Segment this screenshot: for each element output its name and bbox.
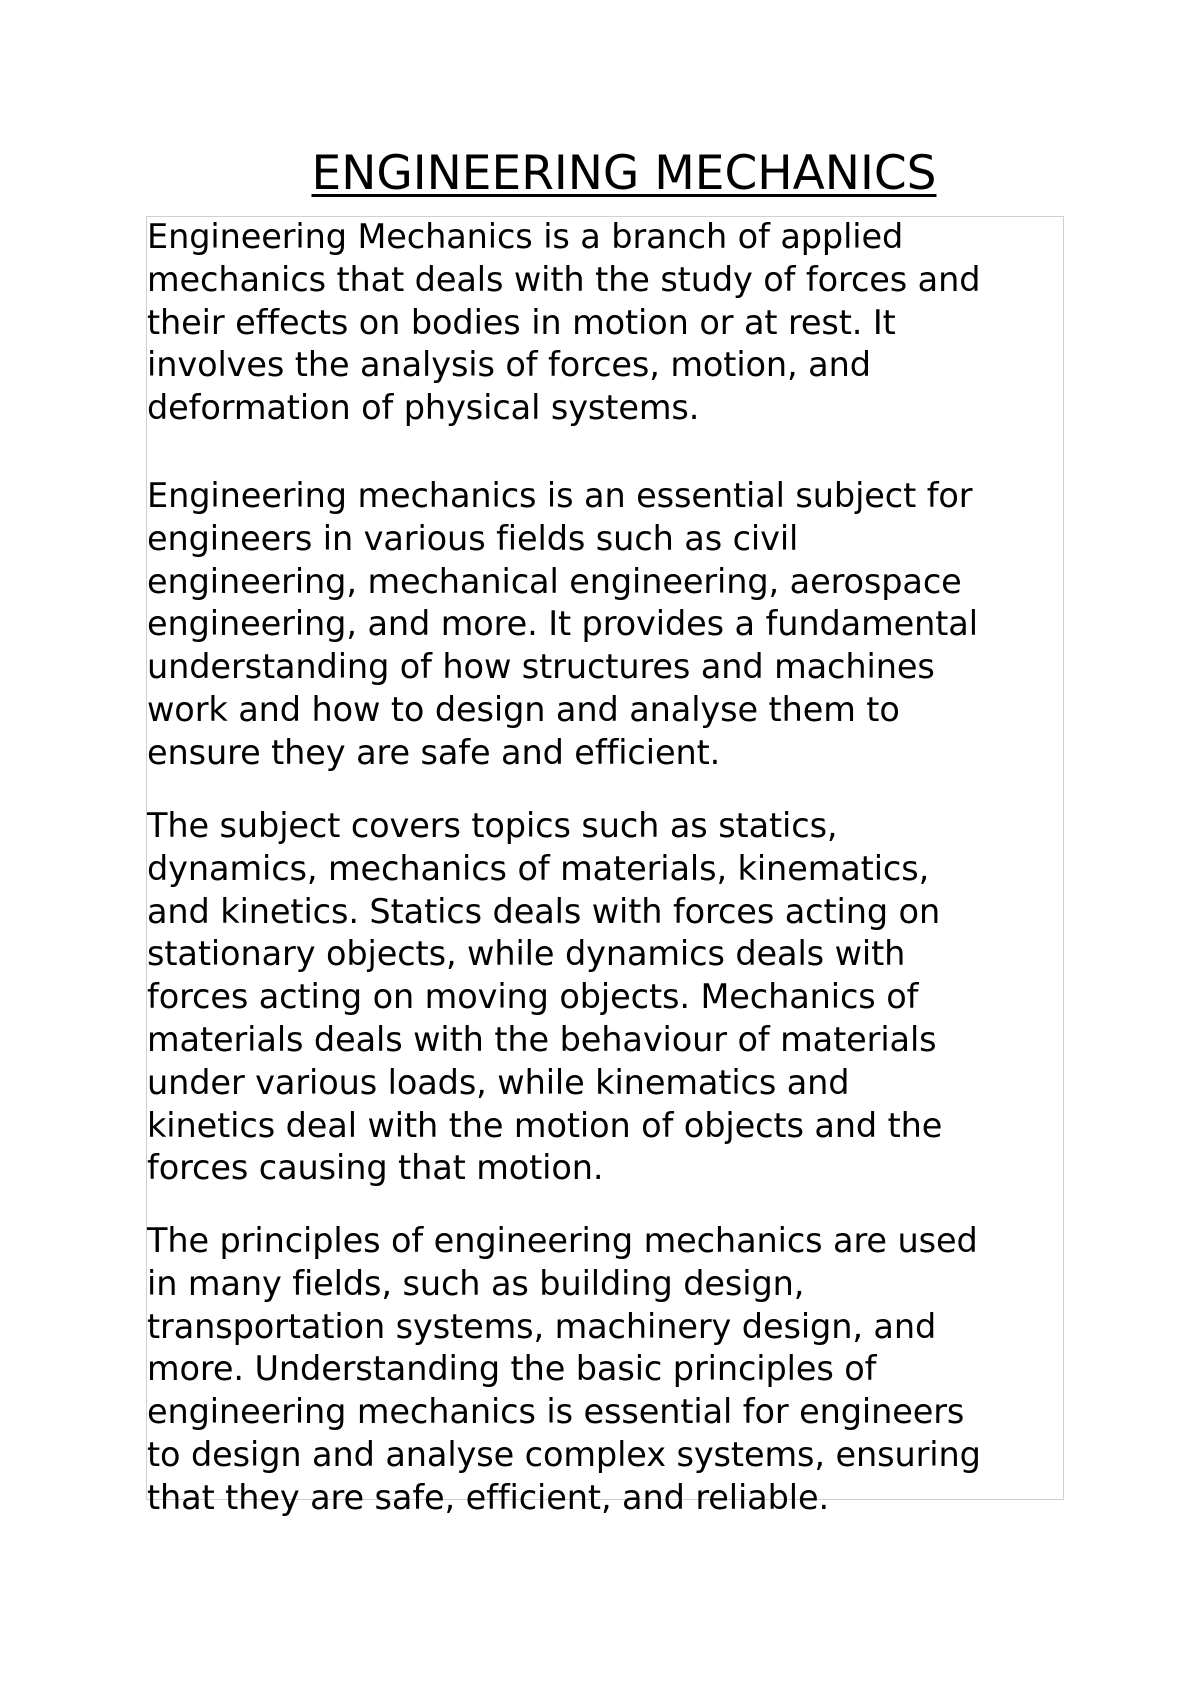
paragraph-line: Engineering Mechanics is a branch of applied xyxy=(147,217,904,256)
paragraph-line: engineering, mechanical engineering, aerospace xyxy=(147,561,962,601)
paragraph-line: mechanics that deals with the study of forces and xyxy=(147,259,981,299)
paragraph-4 xyxy=(147,1220,981,1520)
text-box xyxy=(146,216,1064,1517)
paragraph-line: transportation systems, machinery design, and xyxy=(147,1306,937,1346)
paragraph-line: work and how to design and analyse them to xyxy=(147,689,900,729)
paragraph-line: dynamics, mechanics of materials, kinematics, xyxy=(147,848,930,888)
paragraph-line: deformation of physical systems. xyxy=(147,388,700,428)
paragraph-line: their effects on bodies in motion or at rest. It xyxy=(147,302,896,342)
paragraph-line: to design and analyse complex systems, ensuring xyxy=(147,1434,981,1474)
paragraph-line: more. Understanding the basic principles of xyxy=(147,1349,877,1389)
paragraph-3 xyxy=(147,805,942,1190)
paragraph-line: materials deals with the behaviour of materials xyxy=(147,1019,937,1059)
paragraph-line: kinetics deal with the motion of objects and the xyxy=(147,1105,943,1145)
paragraph-1 xyxy=(147,216,980,430)
paragraph-line: forces acting on moving objects. Mechanics of xyxy=(147,977,919,1017)
paragraph-line: Engineering mechanics is an essential subject for xyxy=(147,476,973,515)
paragraph-line: The principles of engineering mechanics are used xyxy=(147,1221,978,1260)
paragraph-line: under various loads, while kinematics and xyxy=(147,1062,850,1102)
paragraph-line: The subject covers topics such as statics, xyxy=(147,806,838,845)
paragraph-line: involves the analysis of forces, motion, and xyxy=(147,345,871,385)
paragraph-line: engineering, and more. It provides a fundamental xyxy=(147,604,978,644)
paragraph-2 xyxy=(147,475,978,775)
document-title: ENGINEERING MECHANICS xyxy=(311,146,937,201)
paragraph-line: in many fields, such as building design, xyxy=(147,1263,805,1303)
paragraph-line: ensure they are safe and efficient. xyxy=(147,732,721,772)
paragraph-line: that they are safe, efficient, and reliable. xyxy=(147,1477,830,1517)
paragraph-line: stationary objects, while dynamics deals with xyxy=(147,934,906,974)
paragraph-line: engineering mechanics is essential for engineers xyxy=(147,1392,965,1432)
paragraph-line: and kinetics. Statics deals with forces acting on xyxy=(147,891,941,931)
paragraph-line: engineers in various fields such as civil xyxy=(147,518,799,558)
paragraph-line: understanding of how structures and machines xyxy=(147,647,935,687)
paragraph-line: forces causing that motion. xyxy=(147,1148,604,1188)
